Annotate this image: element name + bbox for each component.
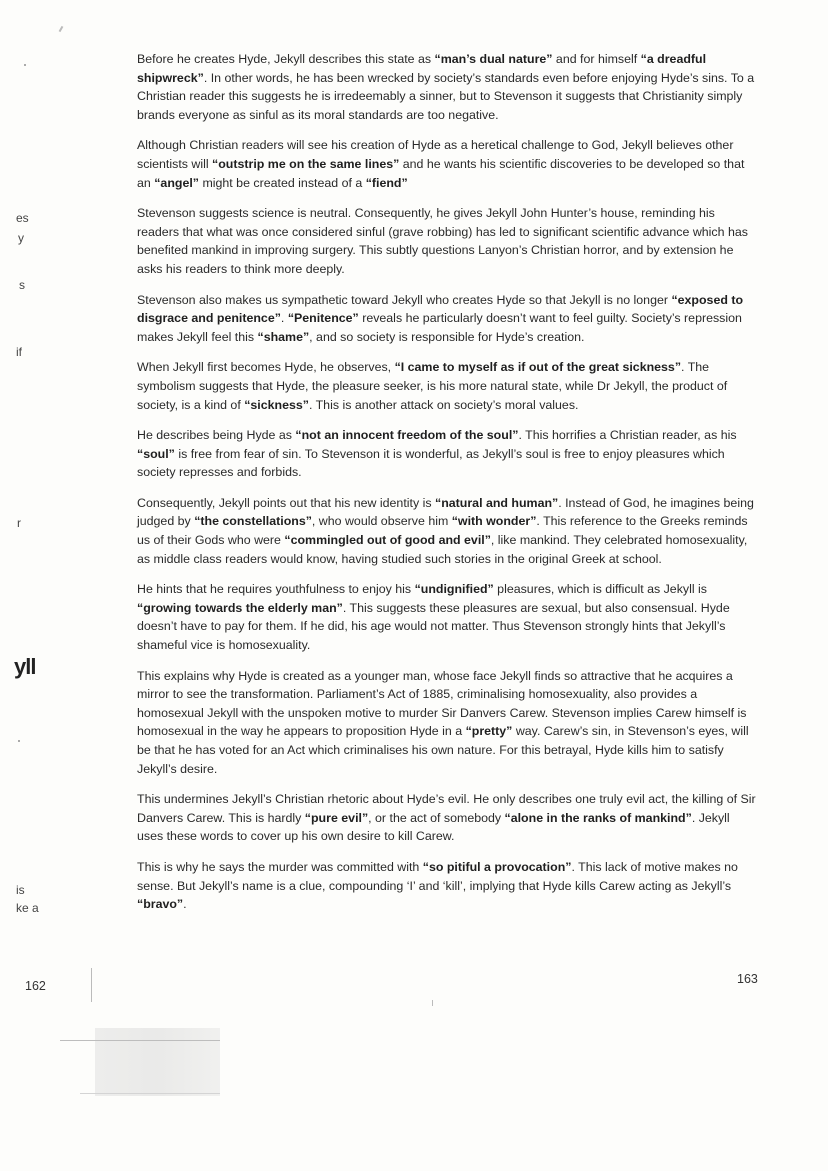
quotation: “angel” — [154, 175, 199, 190]
paragraph — [137, 50, 759, 124]
text-run: is free from fear of sin. To Stevenson it is wonderful, as Jekyll’s soul is free to enjoy pleasures which society represses and forbids. — [137, 446, 725, 480]
quotation: “a dreadful shipwreck” — [137, 52, 707, 85]
text-run: . This reference to the Greeks reminds us of their Gods who were — [137, 514, 748, 548]
paragraph — [137, 136, 759, 192]
text-run: This is why he says the murder was committed with — [137, 859, 423, 874]
margin-fragment: r — [17, 516, 21, 530]
text-run: . Instead of God, he imagines being judged by — [137, 495, 754, 529]
quotation: “shame” — [257, 329, 310, 344]
page-number-right: 163 — [737, 972, 758, 986]
margin-fragment: s — [19, 278, 25, 292]
quotation: “the constellations” — [194, 514, 312, 529]
quotation: “Penitence” — [287, 311, 359, 326]
quotation: “outstrip me on the same lines” — [212, 156, 400, 171]
margin-fragment: yll — [14, 654, 36, 679]
quotation: “sickness” — [244, 397, 309, 412]
paragraph — [137, 426, 759, 482]
paragraph — [137, 494, 759, 568]
quotation: “bravo” — [137, 897, 184, 912]
stray-mark — [18, 740, 20, 742]
paragraph — [137, 580, 759, 654]
text-run: . This suggests these pleasures are sexual, but also consensual. Hyde doesn’t have to pay for them. If he did, his age would not matter. Thus Stevenson strongly hints that Jekyll’s shameful vice is homosexuality. — [137, 600, 730, 653]
quotation: “soul” — [137, 446, 175, 461]
text-run: . This is another attack on society’s moral values. — [308, 397, 579, 412]
quotation: “exposed to disgrace and penitence” — [137, 292, 744, 326]
text-run: . — [183, 897, 187, 912]
quotation: “man’s dual nature” — [434, 52, 553, 66]
quotation: “commingled out of good and evil” — [284, 533, 491, 548]
text-run: way. Carew’s sin, in Stevenson’s eyes, will be that he has voted for an Act which criminalises his own nature. For this betrayal, Hyde kills him to satisfy Jekyll’s desire. — [137, 724, 749, 776]
text-run: , who would observe him — [311, 514, 452, 529]
quotation: “not an innocent freedom of the soul” — [295, 428, 519, 443]
text-run: . In other words, he has been wrecked by society’s standards even before enjoying Hyde’s sins. To a Christian reader this suggests he is irredeemably a sinner, but to Stevenson it suggests that Christianity simply brands everyone as sinful as its moral standards are too negative. — [137, 70, 755, 122]
text-run: and he wants his scientific discoveries to be developed so that an — [137, 156, 745, 190]
text-run: He describes being Hyde as — [137, 428, 296, 443]
paragraph — [137, 204, 759, 278]
quotation: “fiend” — [365, 175, 408, 190]
paragraph — [137, 667, 759, 779]
text-run: This undermines Jekyll’s Christian rhetoric about Hyde’s evil. He only describes one truly evil act, the killing of Sir Danvers Carew. This is hardly — [137, 792, 756, 825]
stray-mark — [24, 64, 26, 66]
quotation: “undignified” — [414, 582, 494, 597]
paragraph — [137, 291, 759, 347]
text-run: . This lack of motive makes no sense. But Jekyll’s name is a clue, compounding ‘I’ and ‘kill’, implying that Hyde kills Carew acting as Jekyll’s — [137, 859, 738, 893]
text-run: This explains why Hyde is created as a younger man, whose face Jekyll finds so attractive that he acquires a mirror to see the transformation. Parliament’s Act of 1885, criminalising homosexuality, also provides a homosexual Jekyll with the unspoken motive to murder Sir Danvers Carew. Stevenson implies Carew himself is homosexual in the way he appears to proposition Hyde in a — [137, 668, 747, 739]
text-run: . The symbolism suggests that Hyde, the pleasure seeker, is his more natural state, while Dr Jekyll, the product of society, is a kind of — [137, 360, 728, 412]
quotation: “I came to myself as if out of the great sickness” — [394, 360, 682, 375]
margin-fragment: if — [16, 345, 22, 359]
stray-mark — [59, 26, 64, 32]
stray-mark — [432, 1000, 433, 1006]
text-run: reveals he particularly doesn’t want to feel guilty. Society’s repression makes Jekyll feel this — [137, 311, 742, 344]
scan-smudge — [95, 1028, 220, 1096]
scan-line — [80, 1093, 220, 1094]
margin-fragment: is — [16, 883, 25, 897]
paragraph — [137, 358, 759, 414]
text-run: He hints that he requires youthfulness to enjoy his — [137, 582, 415, 597]
quotation: “pure evil” — [304, 810, 369, 825]
text-run: . This horrifies a Christian reader, as his — [518, 428, 737, 443]
text-run: Stevenson suggests science is neutral. Consequently, he gives Jekyll John Hunter’s house, reminding his readers that what was once considered sinful (grave robbing) has led to significant scientific advance which has benefited mankind in improving surgery. This subtly questions Lanyon’s Christian horror, and by extension he asks his readers to think more deeply. — [137, 206, 748, 276]
text-run: and for himself — [552, 52, 641, 66]
margin-fragment: es — [16, 211, 29, 225]
margin-fragment: y — [18, 231, 24, 245]
essay-text — [137, 50, 759, 926]
text-run: Before he creates Hyde, Jekyll describes this state as — [137, 52, 435, 66]
text-run: Consequently, Jekyll points out that his new identity is — [137, 495, 435, 510]
text-run: , and so society is responsible for Hyde’s creation. — [309, 329, 585, 344]
quotation: “growing towards the elderly man” — [137, 600, 343, 615]
quotation: “so pitiful a provocation” — [422, 859, 572, 874]
text-run: , or the act of somebody — [368, 810, 505, 825]
quotation: “pretty” — [465, 724, 513, 739]
quotation: “with wonder” — [451, 514, 537, 529]
page-number-left: 162 — [25, 979, 46, 993]
margin-fragment: ke a — [16, 901, 39, 915]
quotation: “alone in the ranks of mankind” — [504, 810, 692, 825]
text-run: pleasures, which is difficult as Jekyll is — [493, 582, 707, 597]
text-run: When Jekyll first becomes Hyde, he observes, — [137, 360, 395, 375]
scan-line — [60, 1040, 220, 1041]
quotation: “natural and human” — [435, 495, 559, 510]
paragraph — [137, 790, 759, 846]
gutter-line — [91, 968, 92, 1002]
paragraph — [137, 858, 759, 914]
text-run: might be created instead of a — [199, 175, 366, 190]
text-run: . — [280, 311, 288, 326]
text-run: Stevenson also makes us sympathetic toward Jekyll who creates Hyde so that Jekyll is no longer — [137, 292, 672, 307]
text-run: , like mankind. They celebrated homosexuality, as middle class readers would know, having studied such stories in the original Greek at school. — [137, 533, 748, 566]
text-run: Although Christian readers will see his creation of Hyde as a heretical challenge to God, Jekyll believes other scientists will — [137, 138, 734, 171]
text-run: . Jekyll uses these words to cover up his own desire to kill Carew. — [137, 810, 730, 844]
